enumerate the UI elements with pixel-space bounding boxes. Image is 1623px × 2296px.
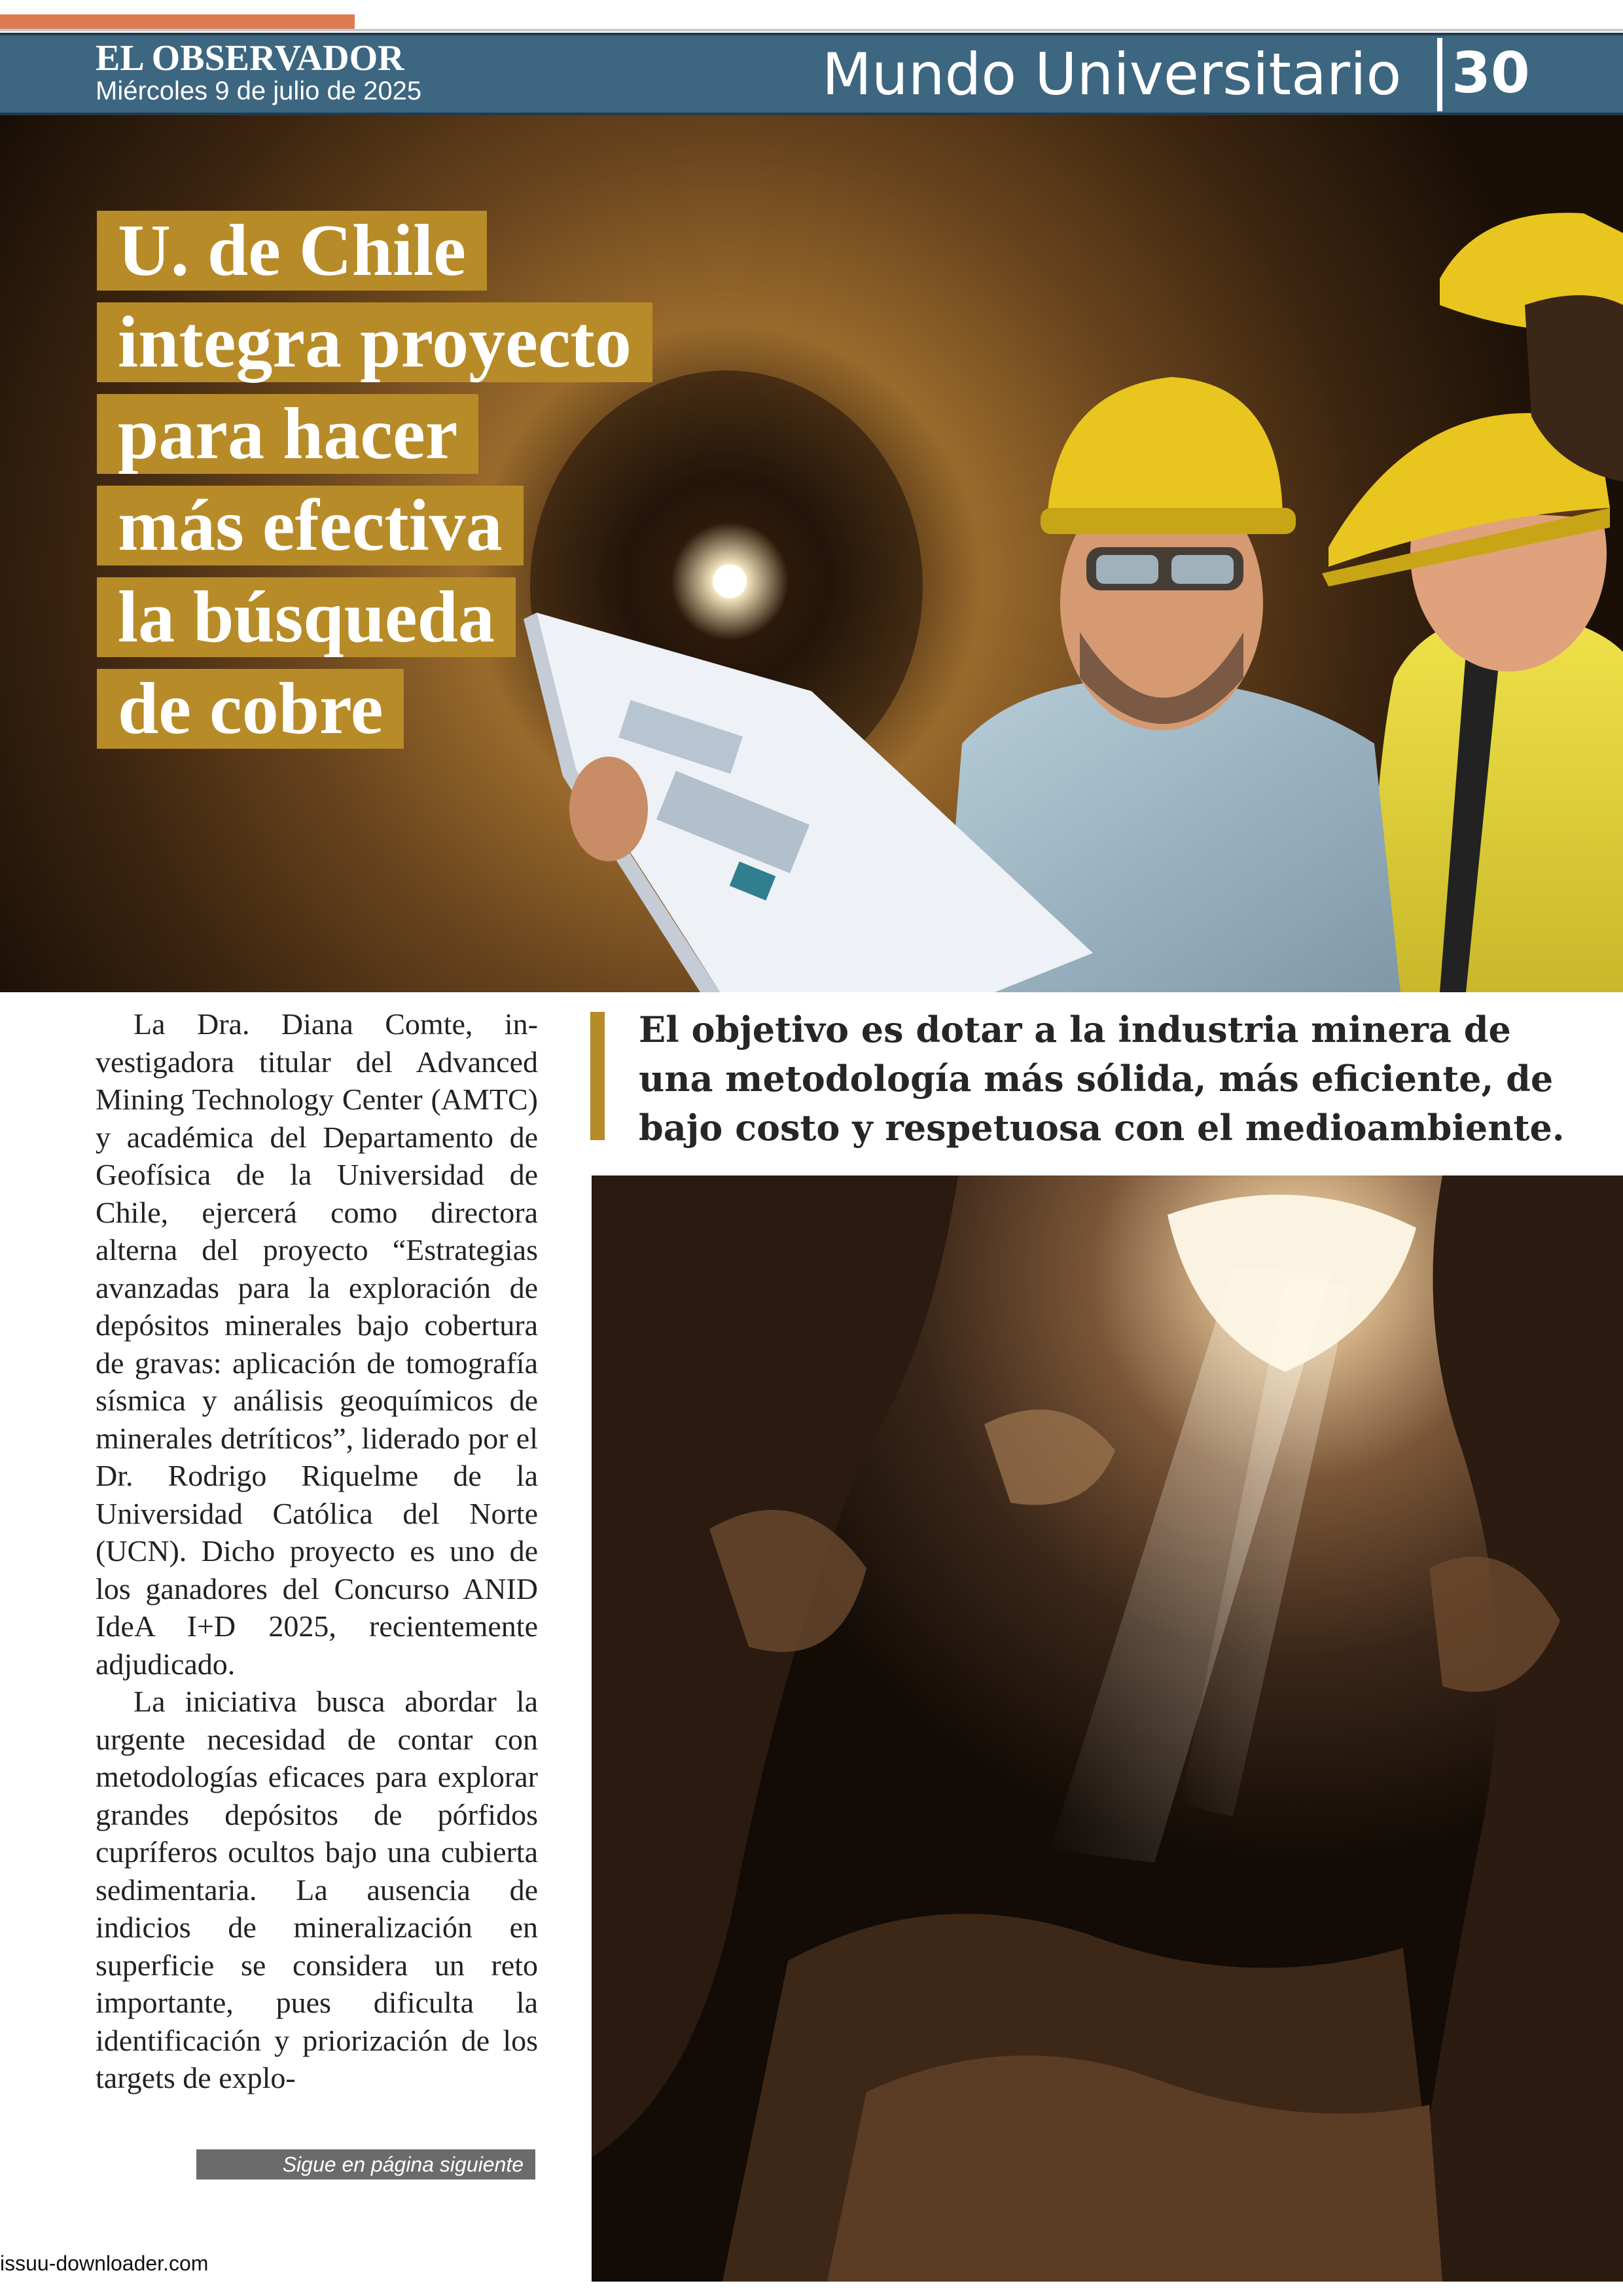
continue-next-page-tag: Sigue en página siguiente [196,2149,535,2179]
headline-line: integra proyecto [97,302,652,382]
headline [97,211,652,761]
cave-light-illustration [592,1175,1623,2282]
headline-line: para hacer [97,394,478,474]
issue-date: Miércoles 9 de julio de 2025 [96,77,422,105]
article-paragraph: La iniciativa busca abordar la urgente necesidad de contar con metodologías eficaces para explorar grandes depósitos de pórfidos cupríferos ocultos bajo una cubierta sedimentaria. La ausencia de indicios de mineralización en superficie se considera un reto importante, pues dificulta la identificación y priorización de los targets de explo- [96,1685,538,2094]
headline-line: U. de Chile [97,211,487,291]
header-divider [1437,38,1442,111]
page-number: 30 [1452,41,1530,106]
article-paragraph: La Dra. Diana Comte, investigadora titular del Advanced Mining Technology Center (AMTC) y académica del Departamento de Geofísica de la Universidad de Chile, ejercerá como directora alterna del proyecto “Estrategias avanzadas para la exploración de depósitos minerales bajo cobertura de gravas: aplicación de tomografía sísmica y análisis geoquímicos de minerales detríticos”, liderado por el Dr. Rodrigo Riquelme de la Universidad Católica del Norte (UCN). Dicho proyecto es uno de los ganadores del Concurso ANID IdeA I+D 2025, recientemente adjudicado. [96,1007,538,1681]
section-title: Mundo Universitario [822,41,1402,108]
masthead-bar [0,33,1623,115]
top-accent-bar [0,14,355,29]
headline-line: la búsqueda [97,577,516,657]
headline-line: más efectiva [97,486,524,565]
cave-photo [592,1175,1623,2282]
headline-line: de cobre [97,669,404,749]
hero-photo [0,115,1623,992]
footer-credit: issuu-downloader.com [0,2251,209,2275]
pull-quote: El objetivo es dotar a la industria minera de una metodología más sólida, más eficiente, de bajo costo y respetuosa con el medioambiente. [639,1009,1565,1149]
top-rule [0,29,1623,31]
article-body [96,1005,538,2097]
pull-quote-bar [590,1012,605,1140]
newspaper-name: EL OBSERVADOR [96,38,404,79]
